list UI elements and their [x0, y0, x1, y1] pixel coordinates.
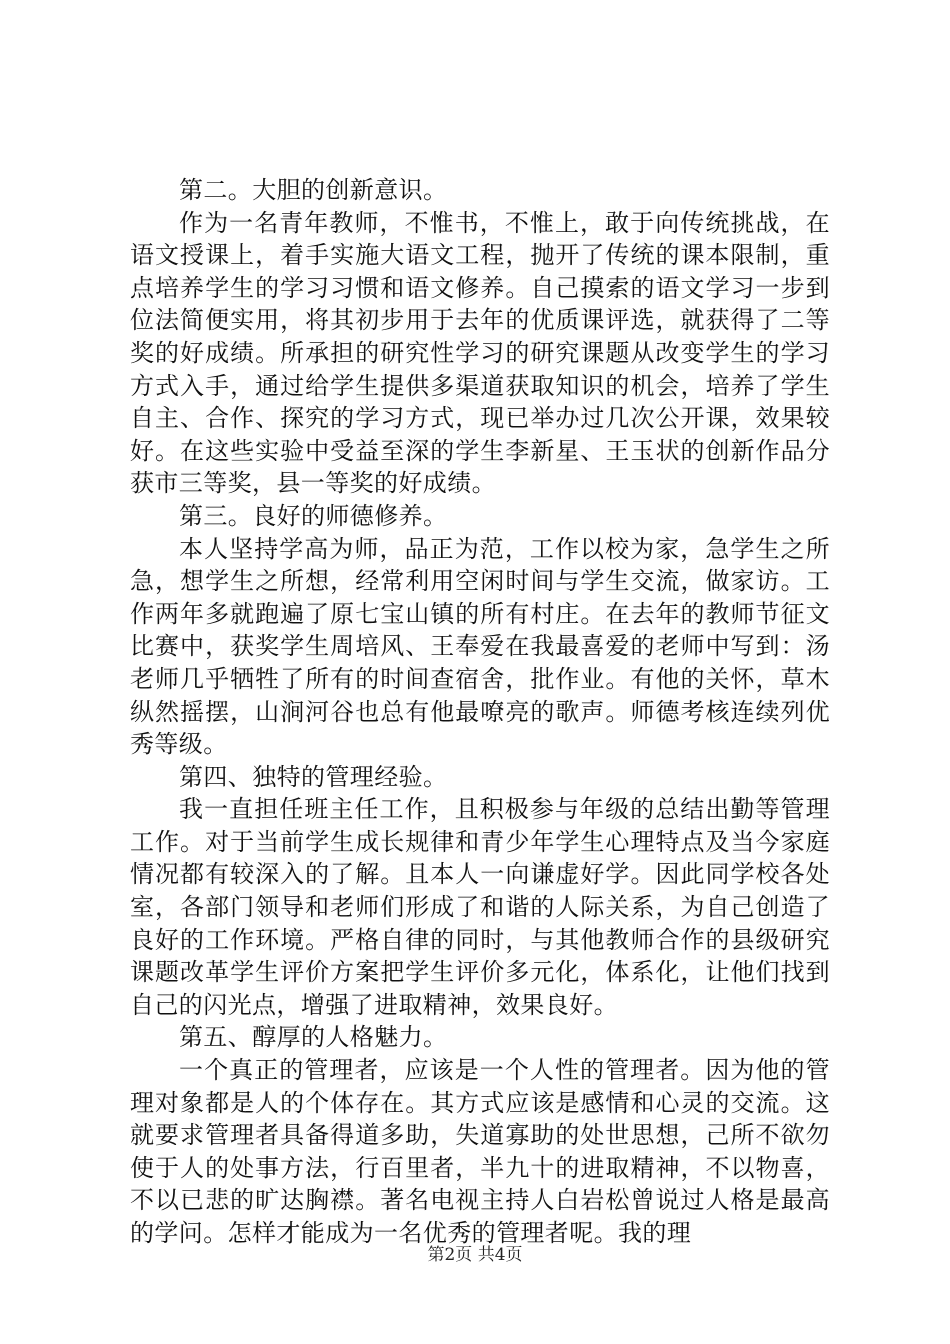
paragraph-management: 我一直担任班主任工作，且积极参与年级的总结出勤等管理工作。对于当前学生成长规律和青少年学生心理特点及当今家庭情况都有较深入的了解。且本人一向谦虚好学。因此同学校各处室，各部门领导和老师们形成了和谐的人际关系，为自己创造了良好的工作环境。严格自律的同时，与其他教师合作的县级研究课题改革学生评价方案把学生评价多元化，体系化，让他们找到自己的闪光点，增强了进取精神，效果良好。: [130, 795, 830, 1019]
heading-charisma: 第五、醇厚的人格魅力。: [179, 1023, 448, 1052]
heading-ethics: 第三。良好的师德修养。: [179, 501, 448, 530]
paragraph-innovation: 作为一名青年教师，不惟书，不惟上，敢于向传统挑战，在语文授课上，着手实施大语文工程，抛开了传统的课本限制，重点培养学生的学习习惯和语文修养。自己摸索的语文学习一步到位法简便实用，将其初步用于去年的优质课评选，就获得了二等奖的好成绩。所承担的研究性学习的研究课题从改变学生的学习方式入手，通过给学生提供多渠道获取知识的机会，培养了学生自主、合作、探究的学习方式，现已举办过几次公开课，效果较好。在这些实验中受益至深的学生李新星、王玉状的创新作品分获市三等奖，县一等奖的好成绩。: [130, 208, 830, 498]
heading-innovation: 第二。大胆的创新意识。: [179, 176, 448, 204]
paragraph-charisma: 一个真正的管理者，应该是一个人性的管理者。因为他的管理对象都是人的个体存在。其方式应该是感情和心灵的交流。这就要求管理者具备得道多助，失道寡助的处世思想，己所不欲勿使于人的处事方法，行百里者，半九十的进取精神，不以物喜，不以已悲的旷达胸襟。著名电视主持人白岩松曾说过人格是最高的学问。怎样才能成为一名优秀的管理者呢。我的理: [130, 1056, 830, 1247]
heading-management: 第四、独特的管理经验。: [179, 762, 448, 791]
page-number-footer: 第2页 共4页: [427, 1245, 523, 1265]
document-body: [130, 174, 830, 1250]
paragraph-ethics: 本人坚持学高为师，品正为范，工作以校为家，急学生之所急，想学生之所想，经常利用空闲时间与学生交流，做家访。工作两年多就跑遍了原七宝山镇的所有村庄。在去年的教师节征文比赛中，获奖学生周培风、王奉爱在我最喜爱的老师中写到：汤老师几乎牺牲了所有的时间查宿舍，批作业。有他的关怀，草木纵然摇摆，山涧河谷也总有他最嘹亮的歌声。师德考核连续列优秀等级。: [130, 534, 830, 759]
